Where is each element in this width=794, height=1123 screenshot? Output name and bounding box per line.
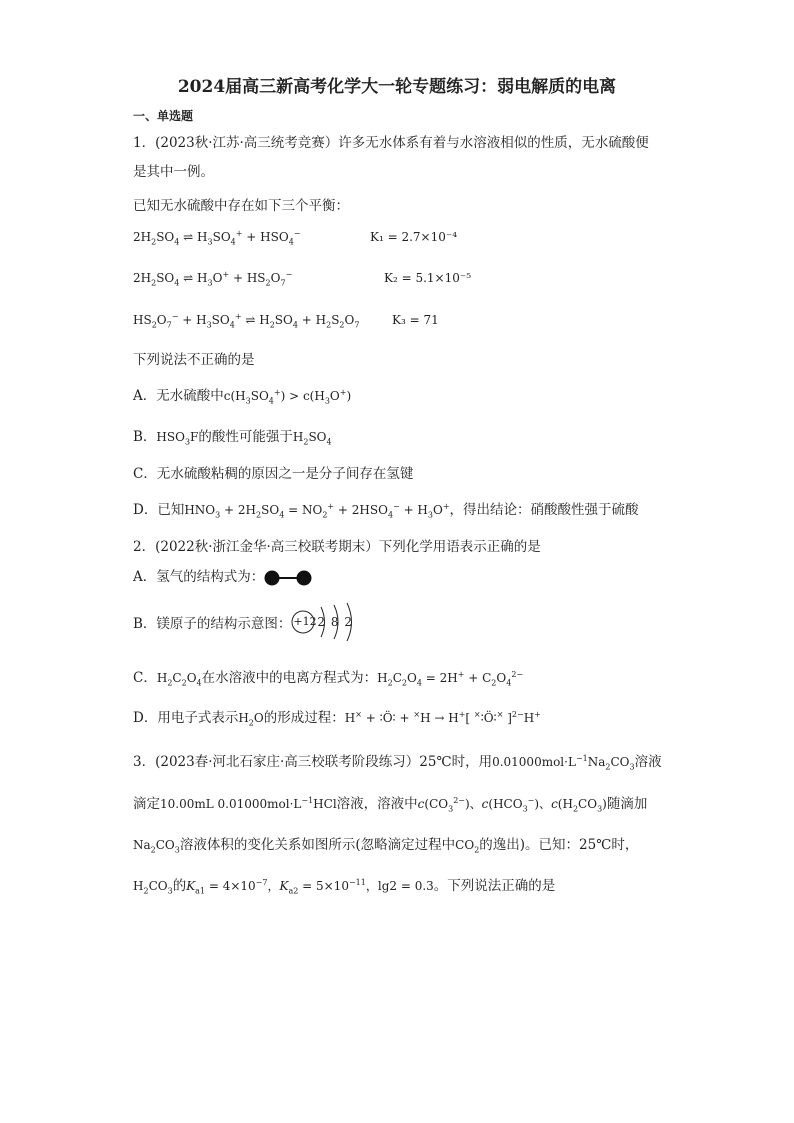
q1-stem: 下列说法不正确的是 bbox=[133, 352, 255, 368]
q3-line2: 滴定10.00mL $0.01000mol\cdot L^{-1}HCl$溶液，溶液中$c(CO_3^{2-})$、$c(HCO_3^-)$、$c(H_2CO_3)$随滴加 bbox=[133, 796, 648, 814]
q2-option-c: C．$H_2C_2O_4$在水溶液中的电离方程式为：$H_2C_2O_4 = 2H^+ + C_2O_4^{2-}$ bbox=[133, 670, 524, 688]
q2-option-d-text: 的形成过程： bbox=[263, 710, 345, 726]
q3-line3-suffix: 的逸出)。已知：25℃时， bbox=[479, 837, 639, 853]
q2-option-c-text: 在水溶液中的电离方程式为： bbox=[201, 670, 378, 686]
q2-option-a bbox=[133, 565, 312, 587]
q1-k1: K₁ = 2.7×10⁻⁴ bbox=[370, 230, 458, 244]
q1-option-b-text: 的酸性可能强于 bbox=[198, 429, 293, 445]
q2-option-a-text: A．氢气的结构式为： bbox=[133, 569, 265, 585]
q3-line1: 3．(2023春·河北石家庄·高三校联考阶段练习）25℃时，用$0.01000mol\cdot L^{-1}Na_2CO_3$溶液 bbox=[133, 754, 662, 772]
q3-line3: $Na_2CO_3$溶液体积的变化关系如图所示(忽略滴定过程中$CO_2$的逸出)。已知：25℃时， bbox=[133, 837, 639, 855]
q3-line3-mid: 溶液体积的变化关系如图所示(忽略滴定过程中 bbox=[179, 837, 456, 853]
q1-option-d: D．已知$HNO_3 + 2H_2SO_4 = NO_2^+ + 2HSO_4^- + H_3O^+$，得出结论：硝酸酸性强于硫酸 bbox=[133, 502, 639, 520]
q1-option-a-text: A．无水硫酸中 bbox=[133, 388, 224, 404]
q2-option-b-text: B．镁原子的结构示意图： bbox=[133, 616, 292, 632]
q1-equilibrium-1: $2H_2SO_4$ ⇌ $H_3SO_4^+ + HSO_4^-$ bbox=[133, 229, 301, 247]
h2-ball-stick-icon bbox=[264, 569, 312, 587]
q1-k2: K₂ = 5.1×10⁻⁵ bbox=[384, 271, 472, 285]
q1-equilibrium-3: $HS_2O_7^- + H_3SO_4^+$ ⇌ $H_2SO_4 + H_2S_2O_7$ bbox=[133, 312, 360, 330]
q1-option-b-prefix: B． bbox=[133, 429, 157, 445]
q1-line3: 已知无水硫酸中存在如下三个平衡： bbox=[133, 198, 349, 214]
q1-equilibrium-2: $2H_2SO_4$ ⇌ $H_3O^+ + HS_2O_7^-$ bbox=[133, 270, 293, 288]
q3-line2-mid: 溶液，溶液中 bbox=[336, 796, 418, 812]
q1-option-a: A．无水硫酸中$c(H_3SO_4^+) > c(H_3O^+)$ bbox=[133, 388, 352, 406]
q2-option-b bbox=[133, 612, 371, 637]
mg-shell-electrons: 2 8 2 bbox=[317, 614, 353, 629]
q2-option-d-prefix: D．用电子式表示 bbox=[133, 710, 239, 726]
q1-k3: K₃ = 71 bbox=[392, 313, 439, 327]
q3-line4: $H_2CO_3$的$K_{a1} = 4\times 10^{-7}$，$K_{a2} = 5\times 10^{-11}$，lg2 = 0.3。下列说法正确的是 bbox=[133, 878, 556, 896]
q1-option-d-text: ，得出结论：硝酸酸性强于硫酸 bbox=[449, 502, 639, 518]
q2-stem: 2．(2022秋·浙江金华·高三校联考期末）下列化学用语表示正确的是 bbox=[133, 539, 541, 555]
q2-option-c-prefix: C． bbox=[133, 670, 157, 686]
q3-line1-suffix: 溶液 bbox=[634, 754, 662, 770]
q1-option-d-prefix: D．已知 bbox=[133, 502, 185, 518]
q1-option-c: C．无水硫酸粘稠的原因之一是分子间存在氢键 bbox=[133, 466, 414, 482]
section-heading: 一、单选题 bbox=[133, 109, 194, 123]
q3-line2-prefix: 滴定 bbox=[133, 796, 160, 812]
q3-line4-mid: 的 bbox=[172, 878, 187, 894]
mg-nucleus-label: +12 bbox=[293, 614, 317, 628]
q3-line4-suffix: 。下列说法正确的是 bbox=[433, 878, 556, 894]
q3-line1-prefix: 3．(2023春·河北石家庄·高三校联考阶段练习）25℃时，用 bbox=[133, 754, 493, 770]
q1-option-b: B．$HSO_3F$的酸性可能强于$H_2SO_4$ bbox=[133, 429, 332, 447]
mg-atom-diagram-icon bbox=[291, 613, 371, 637]
q3-line2-suffix: 随滴加 bbox=[606, 796, 648, 812]
page-title: 2024届高三新高考化学大一轮专题练习：弱电解质的电离 bbox=[177, 77, 617, 97]
q1-line1: 1．(2023秋·江苏·高三统考竞赛）许多无水体系有着与水溶液相似的性质，无水硫酸便 bbox=[133, 135, 649, 151]
q1-line2: 是其中一例。 bbox=[133, 164, 214, 180]
q2-option-d: D．用电子式表示$H_2O$的形成过程：H× + ∶Ö∶ + ×H → H+[ ×∶Ö∶× ]$^{2-}$H+ bbox=[133, 710, 541, 728]
